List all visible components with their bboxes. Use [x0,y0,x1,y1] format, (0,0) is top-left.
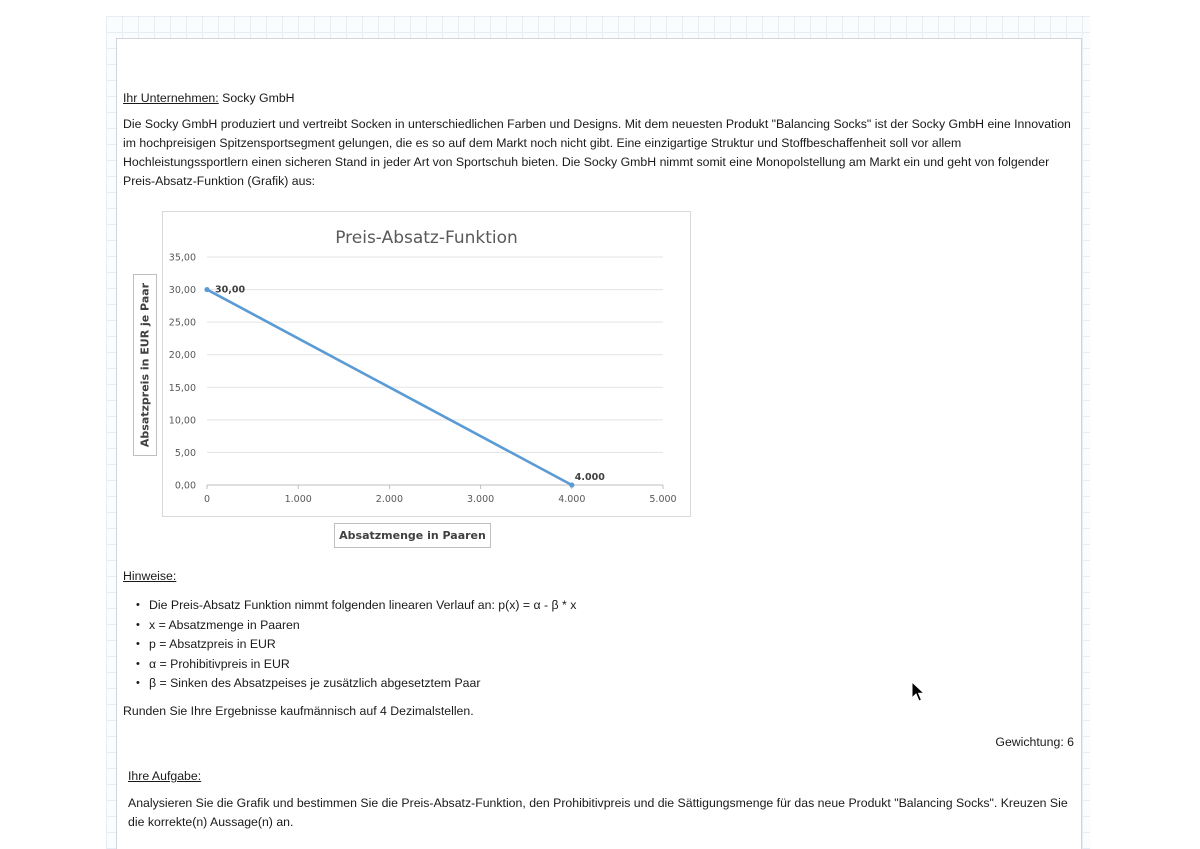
mouse-cursor-icon [911,681,925,703]
y-tick-label: 15,00 [168,382,196,394]
x-tick-label: 3.000 [466,494,495,505]
y-tick-label: 20,00 [168,350,196,362]
x-tick-label: 5.000 [649,494,677,505]
x-tick-label: 2.000 [375,494,404,505]
hint-item: • x = Absatzmenge in Paaren [125,616,576,636]
data-label: 4.000 [574,472,605,483]
y-tick-label: 35,00 [168,252,196,264]
hint-item: • Die Preis-Absatz Funktion nimmt folgenden linearen Verlauf an: p(x) = α - β * x [125,596,576,616]
company-name: Socky GmbH [218,91,295,105]
intro-text: Die Socky GmbH produziert und vertreibt Socken in unterschiedlichen Farben und Designs. Mit dem neuesten Produkt "Balancing Socks" ist der Socky GmbH eine Innovation im hochpreisigen Spitzensportsegment gelungen, die es so auf dem Markt noch nicht gibt. Eine einzigartige Struktur und Stoffbeschaffenheit soll vor allem Hochleistungssportlern einen sicheren Stand in jeder Art von Sportschuh bieten. Die Socky GmbH nimmt somit eine Monopolstellung am Markt ein und geht von folgender Preis-Absatz-Funktion (Grafik) aus: [123,117,1071,188]
hint-item: • α = Prohibitivpreis in EUR [125,655,576,675]
weighting-label: Gewichtung: 6 [995,735,1074,749]
x-tick-label: 0 [203,494,211,505]
y-tick-label: 5,00 [174,447,196,459]
y-tick-label: 0,00 [174,480,196,492]
hint-item: • β = Sinken des Absatzpeises je zusätzlich abgesetztem Paar [125,674,576,694]
task-heading: Ihre Aufgabe: [128,769,202,783]
chart [162,211,691,517]
question-panel [116,38,1082,849]
y-tick-label: 25,00 [168,317,196,329]
hints-list [125,596,576,694]
data-label: 30,00 [215,284,246,296]
x-tick-label: 1.000 [284,494,312,505]
rounding-note: Runden Sie Ihre Ergebnisse kaufmännisch auf 4 Dezimalstellen. [123,704,474,718]
y-axis-label [133,274,157,456]
chart-plot [163,212,692,518]
data-point [569,482,574,487]
y-tick-label: 30,00 [168,285,196,297]
data-point [204,287,209,292]
task-text: Analysieren Sie die Grafik und bestimmen Sie die Preis-Absatz-Funktion, den Prohibitivpreis und die Sättigungsmenge für das neue Produkt "Balancing Socks". Kreuzen Sie die korrekte(n) Aussage(n) an. [128,796,1068,829]
x-axis-label: Absatzmenge in Paaren [334,523,491,548]
company-line [123,89,295,108]
hints-heading: Hinweise: [123,569,177,583]
hint-item: • p = Absatzpreis in EUR [125,635,576,655]
y-axis-label-text: Absatzpreis in EUR je Paar [138,282,152,448]
x-tick-label: 4.000 [558,494,586,505]
y-tick-label: 10,00 [168,415,196,427]
chart-title: Preis-Absatz-Funktion [335,228,518,248]
company-label: Ihr Unternehmen: [123,91,219,105]
